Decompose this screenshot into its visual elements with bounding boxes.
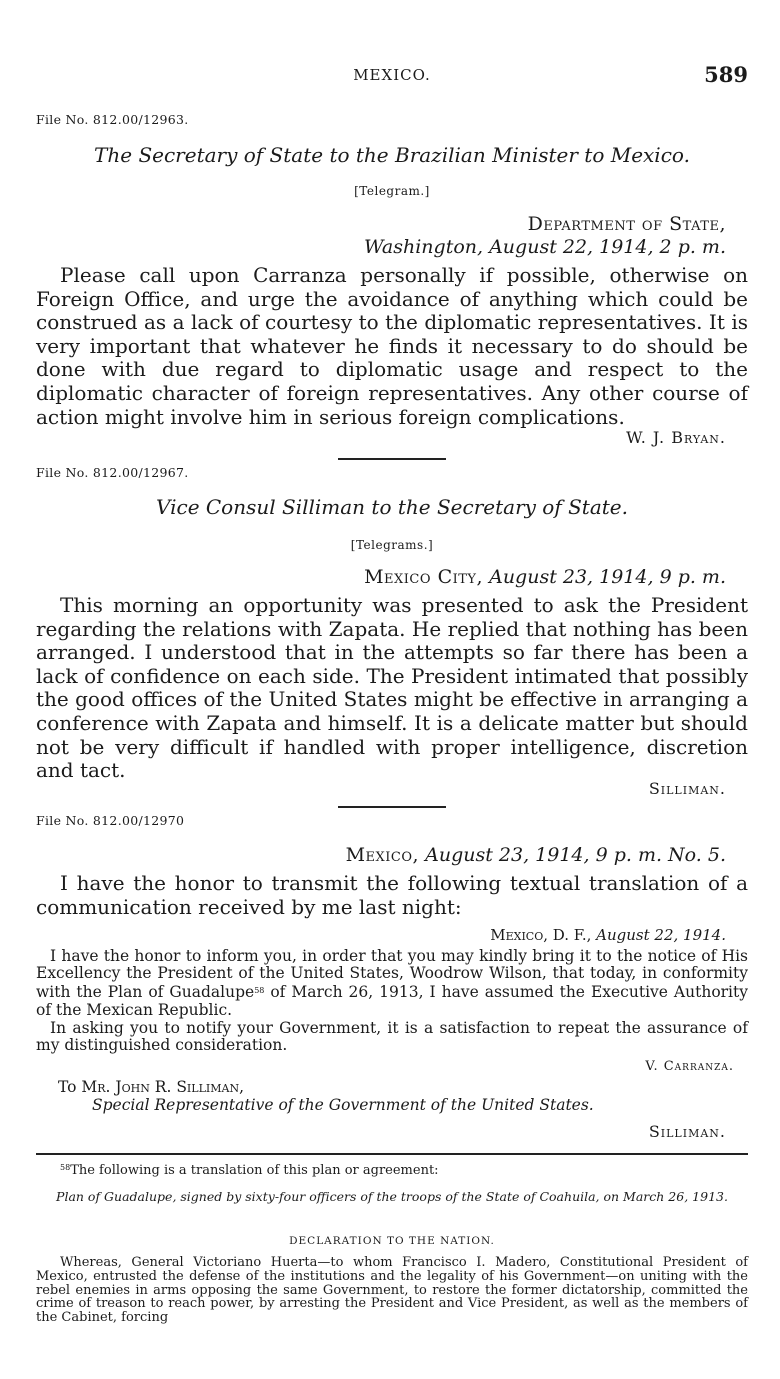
running-head-title: MEXICO.	[353, 66, 431, 84]
dateline-date: August 23, 1914, 9 p. m. No. 5.	[425, 844, 726, 866]
footnote-intro-text: The following is a translation of this plan or agreement:	[70, 1163, 439, 1178]
enclosure-place: Mexico, D. F.,	[490, 926, 592, 944]
addressee-role: Special Representative of the Government of the United States.	[92, 1096, 594, 1114]
enclosure-paragraph	[36, 948, 748, 1019]
enclosure-text: I have the honor to inform you, in order that you may kindly bring it to the notice of His Excellency the President of the United States, Woodrow Wilson, that today, in conformity with the Plan of Guadalupe	[36, 947, 748, 1002]
signature: W. J. Bryan.	[626, 428, 726, 447]
addressee-name: Mr. John R. Silliman,	[81, 1078, 244, 1096]
footnote-intro	[60, 1163, 439, 1178]
file-number: File No. 812.00/12970	[36, 813, 185, 828]
running-head	[36, 62, 748, 90]
enclosure-text: of March 26, 1913, I have assumed the Executive Authority of the Mexican Republic.	[36, 983, 748, 1019]
dateline-date: Washington, August 22, 1914, 2 p. m.	[364, 236, 726, 258]
telegram-body: This morning an opportunity was presented to ask the President regarding the relations with Zapata. He replied that nothing has been arranged. I understood that in the attempts so far there has been a lack of confidence on each side. The President intimated that possibly the good offices of the United States might be effective in arranging a conference with Zapata and himself. It is a delicate matter but should not be very difficult if handled with proper intelligence, discretion and tact.	[36, 593, 748, 783]
enclosure-signature: V. Carranza.	[645, 1059, 734, 1074]
enclosure-date: August 22, 1914.	[596, 926, 726, 944]
signature: Silliman.	[648, 1122, 726, 1141]
addressee-to: To	[58, 1078, 82, 1096]
separator-rule	[338, 806, 446, 808]
enclosure-paragraph: In asking you to notify your Government, it is a satisfaction to repeat the assurance of my distinguished consideration.	[36, 1019, 748, 1055]
footnote-plan-title: Plan of Guadalupe, signed by sixty-four officers of the troops of the State of Coahuila, on March 26, 1913.	[56, 1189, 728, 1204]
footnote-declaration-heading: DECLARATION TO THE NATION.	[289, 1235, 495, 1247]
footnote-rule	[36, 1153, 748, 1155]
dateline	[364, 566, 726, 588]
document-type: [Telegrams.]	[350, 538, 434, 552]
addressee	[58, 1078, 244, 1096]
telegram-body: Please call upon Carranza personally if possible, otherwise on Foreign Office, and urge the avoidance of anything which could be construed as a lack of courtesy to the diplomatic representatives. It is very important that whatever he finds it necessary to do should be done with due regard to diplomatic usage and respect to the diplomatic character of foreign representatives. Any other course of action might involve him in serious foreign complications.	[36, 263, 748, 429]
dateline-department: Department of State,	[527, 213, 726, 235]
page-number: 589	[704, 62, 748, 87]
dateline-place: Mexico,	[345, 844, 420, 866]
document-page	[36, 0, 748, 1379]
footnote-reference: 58	[254, 986, 265, 996]
separator-rule	[338, 458, 446, 460]
signature: Silliman.	[648, 779, 726, 798]
document-heading: The Secretary of State to the Brazilian Minister to Mexico.	[94, 143, 690, 167]
dateline	[346, 844, 726, 866]
footnote-paragraph: Whereas, General Victoriano Huerta—to whom Francisco I. Madero, Constitutional President of Mexico, entrusted the defense of the institutions and the legality of his Government—on uniting with the rebel enemies in arms opposing the same Government, to restore the former dictatorship, committed the crime of treason to reach power, by arresting the President and Vice President, as well as the members of the Cabinet, forcing	[36, 1255, 748, 1326]
dateline-place: Mexico City,	[364, 566, 484, 588]
enclosure-dateline	[490, 926, 726, 944]
file-number: File No. 812.00/12963.	[36, 112, 189, 127]
file-number: File No. 812.00/12967.	[36, 465, 189, 480]
document-heading: Vice Consul Silliman to the Secretary of State.	[156, 495, 628, 519]
document-type: [Telegram.]	[354, 184, 430, 198]
telegram-body: I have the honor to transmit the following textual translation of a communication received by me last night:	[36, 871, 748, 919]
footnote-marker: 58	[60, 1163, 71, 1172]
dateline-date: August 23, 1914, 9 p. m.	[489, 566, 726, 588]
